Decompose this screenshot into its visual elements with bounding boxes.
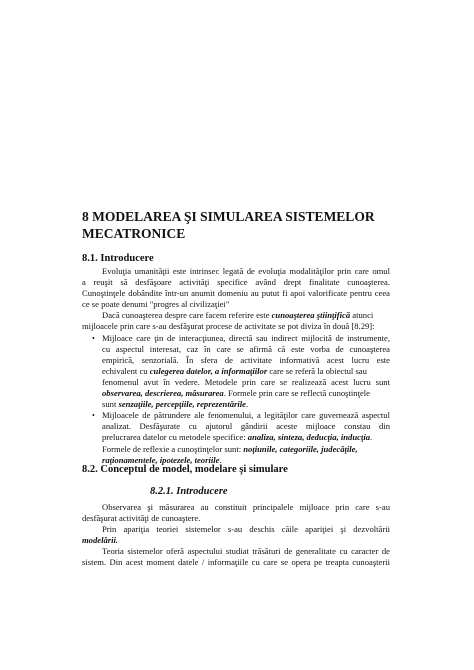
text-line: fenomenul avut în vedere. Metodele prin care se realizează acest lucru sunt: [102, 376, 390, 387]
text-fragment: echivalent cu: [102, 365, 150, 376]
text-line: [102, 366, 390, 377]
text-line: Teoria sistemelor oferă aspectului studiat trăsături de generalitate cu caracter de: [102, 546, 390, 557]
text-line: [82, 310, 390, 321]
text-line: Cunoştinţele dobândite într-un anumit domeniu au putut fi apoi valorificate pentru ceea: [82, 288, 390, 299]
bullet-icon: •: [92, 411, 95, 421]
paragraph-systems-generality: [82, 546, 390, 568]
emphasis-specific-methods: analiza, sinteza, deducţia, inducţia: [247, 432, 371, 443]
text-line: Evoluţia umanităţii este intrinsec legată de evoluţia modalităţilor prin care omul: [102, 266, 390, 276]
text-fragment: .: [245, 399, 249, 410]
paragraph-observation: [82, 502, 390, 524]
paragraph-scientific-knowledge: [82, 310, 390, 332]
text-line: cu aspectul interesat, caz în care se afirmă că este vorba de cunoaşterea: [102, 343, 390, 354]
emphasis-scientific-knowledge: cunoaşterea ştiinţifică: [271, 310, 351, 321]
text-line: [102, 432, 390, 443]
text-fragment: .: [219, 454, 222, 465]
section-8-1-body: [82, 266, 390, 466]
text-fragment: Formele de reflexie a cunoştinţelor sunt:: [102, 443, 244, 454]
text-fragment: prelucrarea datelor cu metodele specifice:: [102, 432, 248, 443]
text-line: [102, 399, 390, 410]
text-line: [102, 388, 390, 399]
chapter-title: [82, 208, 402, 242]
section-8-2-heading: 8.2. Conceptul de model, modelare şi simulare: [82, 464, 288, 475]
paragraph-systems-theory: [82, 524, 390, 546]
text-fragment: Dacă cunoaşterea despre care facem referire este: [102, 310, 272, 321]
bullet-list: [82, 333, 390, 466]
text-line: a reuşit să desfăşoare activităţi specifice având drept finalitate cunoaşterea.: [82, 277, 390, 288]
text-line: mijloacele prin care s-au desfăşurat procese de activitate se pot diviza în două [8.29]:: [82, 321, 375, 332]
text-line: Observarea şi măsurarea au constituit principalele mijloace prin care s-au: [102, 502, 390, 512]
paragraph-evolution: [82, 266, 390, 310]
text-fragment: . Formele prin care se reflectă cunoştinţele: [223, 388, 371, 399]
emphasis-methods: observarea, descrierea, măsurarea: [102, 388, 224, 399]
emphasis-data-collection: culegerea datelor, a informaţiilor: [149, 365, 268, 376]
section-8-2-body: [82, 502, 390, 569]
text-line: ce se poate denumi "progres al civilizaţiei": [82, 299, 230, 310]
text-line: analizat. Desfăşurate cu ajutorul gândirii aceste mijloace constau din: [102, 421, 390, 432]
text-line: empirică, senzorială. În sfera de activitate informativă acest lucru este: [102, 354, 390, 365]
chapter-title-line-2: MECATRONICE: [82, 226, 186, 241]
section-8-1-heading: 8.1. Introducere: [82, 253, 154, 264]
text-fragment: .: [370, 432, 373, 443]
bullet-item-rational: [82, 410, 390, 465]
emphasis-reflection-forms-cont: raţionamentele, ipotezele, teoriile: [102, 454, 220, 465]
bullet-item-empirical: [82, 333, 390, 411]
text-fragment: sunt: [102, 399, 119, 410]
emphasis-reflection-forms: noţiunile, categoriile, judecăţile,: [243, 443, 358, 454]
text-fragment: atunci: [350, 310, 374, 321]
text-line: desfăşurat activităţi de cunoaştere.: [82, 513, 201, 524]
text-line: [102, 444, 390, 455]
section-8-2-1-heading: 8.2.1. Introducere: [150, 486, 228, 497]
text-line: Mijloacele de pătrundere ale fenomenului, a legităţilor care guvernează aspectul: [102, 410, 390, 421]
chapter-title-line-1: 8 MODELAREA ŞI SIMULAREA SISTEMELOR: [82, 209, 375, 224]
emphasis-forms: senzaţiile, percepţiile, reprezentările: [118, 399, 246, 410]
bullet-icon: •: [92, 333, 95, 343]
text-fragment: care se referă la obiectul sau: [267, 365, 367, 376]
text-line: Prin apariţia teoriei sistemelor s-au deschis căile apariţiei şi dezvoltării: [102, 524, 390, 535]
text-line: Mijloace care ţin de interacţiunea, directă sau indirect mijlocită de instrumente,: [102, 332, 390, 343]
emphasis-modeling: modelării.: [82, 535, 119, 546]
text-line: sistem. Din acest moment datele / informaţiile cu care se opera pe treapta cunoaşterii: [82, 557, 390, 568]
